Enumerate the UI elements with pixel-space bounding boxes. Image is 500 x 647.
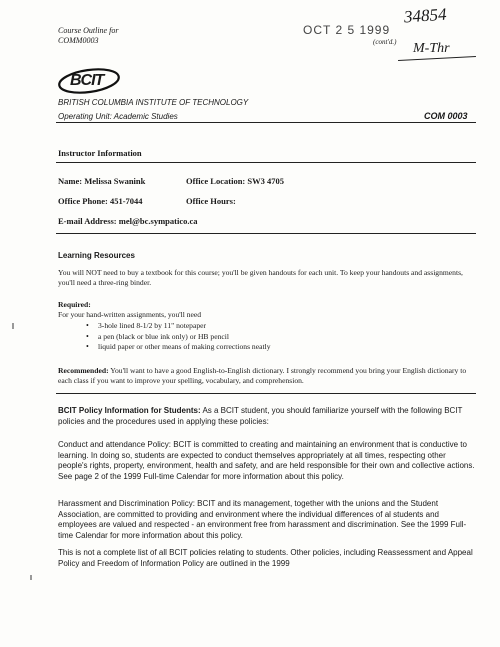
policy-divider: [56, 393, 476, 394]
conduct-policy-paragraph: Conduct and attendance Policy: BCIT is committed to creating and maintaining an environment that is conductive to learning. In doing so, students are expected to conduct themselves appropriately at all times, respecting other people's rights, property, environment, health and safety, and are held responsible for their own and collective actions. See page 2 of the 1999 Full-time Calendar for more information about this policy.: [58, 440, 475, 481]
contd-label: (cont'd.): [373, 38, 397, 46]
recommended-paragraph: [58, 366, 470, 386]
office-phone-row: [58, 196, 143, 206]
name-value: Melissa Swanink: [84, 176, 146, 186]
policy-heading-text: As a BCIT student, you should familiarize yourself with the following BCIT policies and the procedures used in applying these policies:: [58, 406, 463, 426]
course-outline-line1: Course Outline for: [58, 26, 119, 35]
bcit-logo: [56, 66, 120, 96]
handwritten-days: M-Thr: [413, 41, 450, 56]
office-location-value: SW3 4705: [247, 176, 284, 186]
list-item: • 3-hole lined 8-1/2 by 11" notepaper: [86, 321, 446, 332]
required-intro: For your hand-written assignments, you'll need: [58, 310, 202, 319]
harassment-policy-paragraph: Harassment and Discrimination Policy: BCIT and its management, together with the unions and the Student Association, are committed to providing and environment where the individual differences of al students and employees are valued and respected - an environment free from harassment and discrimination. See the 1999 Full-time Calendar for more information about this policy.: [58, 499, 467, 540]
incomplete-list-paragraph: This is not a complete list of all BCIT policies relating to students. Other policies, including Reassessment and Appeal Policy and Freedom of Information Policy are outlined in the 1999: [58, 548, 473, 568]
course-outline-label: [58, 26, 118, 46]
institution-name: BRITISH COLUMBIA INSTITUTE OF TECHNOLOGY: [58, 98, 249, 107]
office-hours-label: Office Hours:: [186, 196, 236, 206]
instructor-heading: Instructor Information: [58, 148, 142, 158]
email-value: mel@bc.sympatico.ca: [118, 216, 198, 226]
logo-text: BCIT: [70, 72, 104, 89]
instructor-name-row: [58, 176, 145, 186]
instructor-divider: [56, 162, 476, 163]
office-location-label: Office Location:: [186, 176, 246, 186]
list-item: • liquid paper or other means of making corrections neatly: [86, 342, 446, 353]
resources-intro: You will NOT need to buy a textbook for this course; you'll be given handouts for each unit. To keep your handouts and assignments, you'll need a three-ring binder.: [58, 268, 463, 287]
email-row: [58, 216, 198, 226]
name-label: Name:: [58, 176, 83, 186]
course-outline-line2: COMM0003: [58, 36, 99, 45]
course-code: COM 0003: [424, 111, 468, 121]
margin-mark: [30, 575, 32, 580]
resources-heading: Learning Resources: [58, 251, 135, 260]
email-label: E-mail Address:: [58, 216, 117, 226]
office-phone-label: Office Phone:: [58, 196, 108, 206]
recommended-text: You'll want to have a good English-to-English dictionary. I strongly recommend you bring your English dictionary to each class if you want to improve your spelling, vocabulary, and comprehension.: [58, 366, 467, 385]
office-phone-value: 451-7044: [109, 196, 143, 206]
policy-intro-paragraph: [58, 406, 476, 427]
header-divider: [56, 122, 476, 123]
date-stamp: OCT 2 5 1999: [303, 23, 391, 37]
required-label: Required:: [58, 300, 91, 309]
operating-unit: Operating Unit: Academic Studies: [58, 112, 178, 121]
handwritten-number: 34854: [403, 4, 448, 27]
recommended-label: Recommended:: [58, 366, 109, 375]
required-items-list: [86, 321, 446, 353]
list-item: • a pen (black or blue ink only) or HB pencil: [86, 332, 446, 343]
policy-heading: BCIT Policy Information for Students:: [58, 406, 201, 415]
resources-divider: [56, 233, 476, 234]
office-location-row: [186, 176, 284, 186]
margin-mark: [12, 323, 14, 329]
